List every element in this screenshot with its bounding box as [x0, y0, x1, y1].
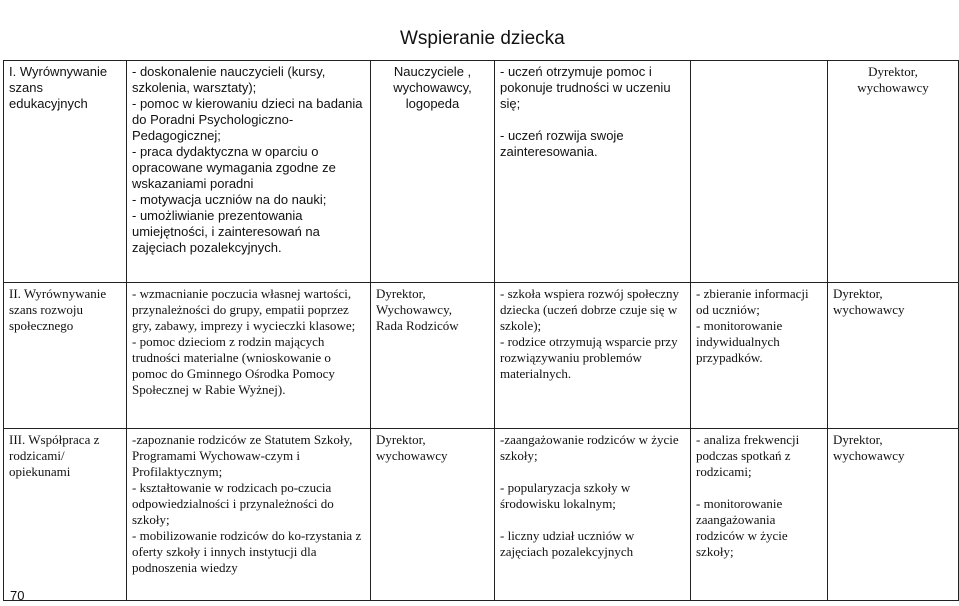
- supervisor-cell: Dyrektor, wychowawcy: [828, 61, 959, 283]
- page-title: Wspieranie dziecka: [400, 28, 565, 49]
- table-row: [4, 429, 959, 601]
- responsible-cell: Nauczyciele , wychowawcy, logopeda: [371, 61, 495, 283]
- monitoring-cell: [691, 61, 828, 283]
- effects-cell: -zaangażowanie rodziców w życie szkoły; - popularyzacja szkoły w środowisku lokalnym; - liczny udział uczniów w zajęciach pozalekcyjnych: [495, 429, 691, 601]
- support-plan-table: [3, 60, 959, 601]
- effects-cell: - szkoła wspiera rozwój społeczny dziecka (uczeń dobrze czuje się w szkole); - rodzice otrzymują wsparcie przy rozwiązywaniu problemów materialnych.: [495, 283, 691, 429]
- responsible-cell: Dyrektor, Wychowawcy, Rada Rodziców: [371, 283, 495, 429]
- actions-cell: - wzmacnianie poczucia własnej wartości, przynależności do grupy, empatii poprzez gry, zabawy, imprezy i wycieczki klasowe; - pomoc dzieciom z rodzin mających trudności materialne (wnioskowanie o pomoc do Gminnego Ośrodka Pomocy Społecznej w Rabie Wyżnej).: [127, 283, 371, 429]
- effects-cell: - uczeń otrzymuje pomoc i pokonuje trudności w uczeniu się; - uczeń rozwija swoje zainteresowania.: [495, 61, 691, 283]
- table-row: [4, 283, 959, 429]
- area-cell: III. Współpraca z rodzicami/ opiekunami: [4, 429, 127, 601]
- monitoring-cell: - analiza frekwencji podczas spotkań z rodzicami; - monitorowanie zaangażowania rodziców w życie szkoły;: [691, 429, 828, 601]
- actions-cell: -zapoznanie rodziców ze Statutem Szkoły, Programami Wychowaw-czym i Profilaktycznym; - kształtowanie w rodzicach po-czucia odpowiedzialności i przynależności do szkoły; - mobilizowanie rodziców do ko-rzystania z oferty szkoły i innych instytucji dla podnoszenia wiedzy: [127, 429, 371, 601]
- page-number: 70: [10, 588, 25, 603]
- responsible-cell: Dyrektor, wychowawcy: [371, 429, 495, 601]
- area-cell: I. Wyrównywanie szans edukacyjnych: [4, 61, 127, 283]
- table-row: [4, 61, 959, 283]
- supervisor-cell: Dyrektor, wychowawcy: [828, 283, 959, 429]
- actions-cell: - doskonalenie nauczycieli (kursy, szkolenia, warsztaty); - pomoc w kierowaniu dzieci na badania do Poradni Psychologiczno-Pedagogicznej; - praca dydaktyczna w oparciu o opracowane wymagania zgodne ze wskazaniami poradni - motywacja uczniów na do nauki; - umożliwianie prezentowania umiejętności, i zainteresowań na zajęciach pozalekcyjnych.: [127, 61, 371, 283]
- supervisor-cell: Dyrektor, wychowawcy: [828, 429, 959, 601]
- monitoring-cell: - zbieranie informacji od uczniów; - monitorowanie indywidualnych przypadków.: [691, 283, 828, 429]
- area-cell: II. Wyrównywanie szans rozwoju społecznego: [4, 283, 127, 429]
